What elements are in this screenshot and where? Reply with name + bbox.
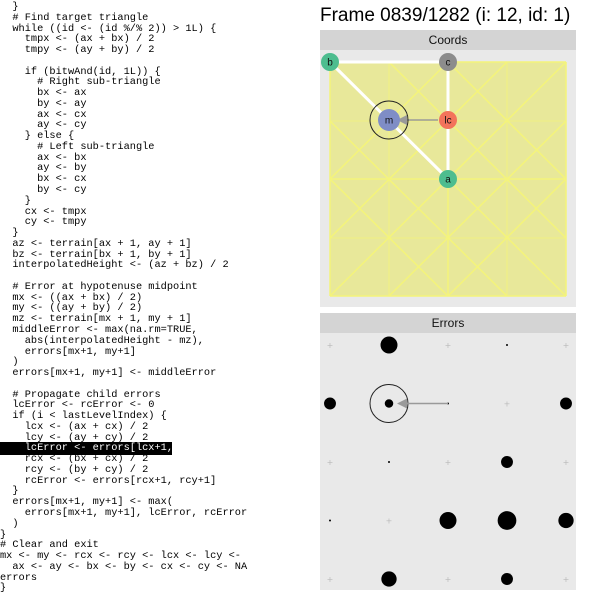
code-line: my <- ((ay + by) / 2) xyxy=(0,302,143,315)
node-b xyxy=(321,53,339,71)
code-line: middleError <- max(na.rm=TRUE, xyxy=(0,323,198,336)
error-cell-empty: + xyxy=(326,458,334,467)
error-dot xyxy=(381,571,396,586)
error-cell-empty: + xyxy=(562,458,570,467)
code-listing xyxy=(0,2,247,594)
code-line: errors[mx+1, my+1], lcError, rcError xyxy=(0,506,248,519)
svg-text:lc: lc xyxy=(444,115,452,127)
code-line: errors[mx+1, my+1] xyxy=(0,345,136,358)
code-line: } xyxy=(0,485,19,498)
code-line: while ((id <- (id %/% 2)) > 1L) { xyxy=(0,22,217,35)
code-line: if (i < lastLevelIndex) { xyxy=(0,410,167,423)
node-c xyxy=(439,53,457,71)
error-dot xyxy=(501,573,513,585)
code-line: } xyxy=(0,582,7,595)
code-line: } xyxy=(0,528,7,541)
code-line: # Error at hypotenuse midpoint xyxy=(0,280,198,293)
error-cell-empty: + xyxy=(503,399,511,409)
node-lc xyxy=(439,111,457,129)
code-line: cy <- tmpy xyxy=(0,216,87,229)
code-line xyxy=(0,56,247,67)
code-line: if (bitwAnd(id, 1L)) { xyxy=(0,65,161,78)
svg-text:c: c xyxy=(445,57,451,69)
error-dot xyxy=(501,456,513,468)
code-line: tmpy <- (ay + by) / 2 xyxy=(0,44,155,57)
errors-canvas xyxy=(320,333,576,590)
error-cell-empty: + xyxy=(444,575,452,584)
code-line: ) xyxy=(0,356,19,369)
error-dot xyxy=(560,398,572,410)
code-line: bx <- ax xyxy=(0,87,87,100)
code-line: ) xyxy=(0,517,19,530)
code-line: } xyxy=(0,1,19,13)
code-line: interpolatedHeight <- (az + bz) / 2 xyxy=(0,259,229,272)
error-dot xyxy=(498,511,517,530)
code-line: errors xyxy=(0,571,38,584)
error-dot xyxy=(381,337,398,354)
code-line: # Find target triangle xyxy=(0,11,149,24)
coords-panel-title: Coords xyxy=(320,30,576,50)
code-line: errors[mx+1, my+1] <- max( xyxy=(0,496,174,509)
error-cell-empty: + xyxy=(326,341,334,350)
error-dot xyxy=(558,513,573,528)
errors-panel-title: Errors xyxy=(320,313,576,333)
code-line: # Left sub-triangle xyxy=(0,140,155,153)
code-line: by <- cy xyxy=(0,184,87,197)
code-line: } xyxy=(0,227,19,240)
node-m xyxy=(378,109,400,131)
code-line: ay <- by xyxy=(0,162,87,175)
code-line: # Propagate child errors xyxy=(0,388,161,401)
code-line: by <- ay xyxy=(0,97,87,110)
code-line: # Right sub-triangle xyxy=(0,76,161,89)
error-dot xyxy=(329,520,331,522)
error-dot xyxy=(324,398,336,410)
coords-canvas xyxy=(320,50,576,307)
errors-panel xyxy=(320,313,576,590)
error-cell-empty: + xyxy=(562,341,570,350)
code-line: } else { xyxy=(0,130,75,143)
error-dot xyxy=(385,399,394,408)
svg-text:b: b xyxy=(327,57,333,69)
node-a xyxy=(439,170,457,188)
code-line xyxy=(0,379,247,390)
code-line: lcx <- (ax + cx) / 2 xyxy=(0,420,149,433)
code-line: tmpx <- (ax + bx) / 2 xyxy=(0,33,155,46)
code-line-current: lcError <- errors[lcx+1, lcy+1] xyxy=(0,442,217,455)
svg-text:a: a xyxy=(445,174,451,186)
svg-text:m: m xyxy=(384,115,394,127)
code-line: # Clear and exit xyxy=(0,539,99,552)
code-line: mx <- my <- rcx <- rcy <- lcx <- lcy <- xyxy=(0,550,241,563)
error-dot xyxy=(388,461,390,463)
code-line: abs(interpolatedHeight - mz), xyxy=(0,334,204,347)
coords-panel xyxy=(320,30,576,307)
error-cell-empty: + xyxy=(444,458,452,467)
code-line: rcx <- (bx + cx) / 2 xyxy=(0,453,149,466)
code-line: } xyxy=(0,194,31,207)
code-line: ax <- ay <- bx <- by <- cx <- cy <- NA xyxy=(0,560,248,573)
code-line: bz <- terrain[bx + 1, by + 1] xyxy=(0,248,192,261)
code-line: az <- terrain[ax + 1, ay + 1] xyxy=(0,237,192,250)
frame-title: Frame 0839/1282 (i: 12, id: 1) xyxy=(320,5,571,26)
code-line: mz <- terrain[mx + 1, my + 1] xyxy=(0,313,192,326)
error-cell-empty: + xyxy=(562,575,570,584)
code-line: mx <- ((ax + bx) / 2) xyxy=(0,291,143,304)
code-line: lcy <- (ay + cy) / 2 xyxy=(0,431,149,444)
code-line: cx <- tmpx xyxy=(0,205,87,218)
code-line: ay <- cy xyxy=(0,119,87,132)
code-line: lcError <- rcError <- 0 xyxy=(0,399,155,412)
error-dot xyxy=(506,344,508,346)
code-line: bx <- cx xyxy=(0,173,87,186)
error-cell-empty: + xyxy=(326,575,334,584)
error-dot xyxy=(440,512,457,529)
error-cell-empty: + xyxy=(444,341,452,350)
error-cell-empty: + xyxy=(385,516,393,526)
code-line: rcy <- (by + cy) / 2 xyxy=(0,463,149,476)
code-line: ax <- cx xyxy=(0,108,87,121)
code-line: ax <- bx xyxy=(0,151,87,164)
code-line: errors[mx+1, my+1] <- middleError xyxy=(0,367,217,380)
error-dot-grid xyxy=(324,337,574,587)
code-line: rcError <- errors[rcx+1, rcy+1] xyxy=(0,474,217,487)
